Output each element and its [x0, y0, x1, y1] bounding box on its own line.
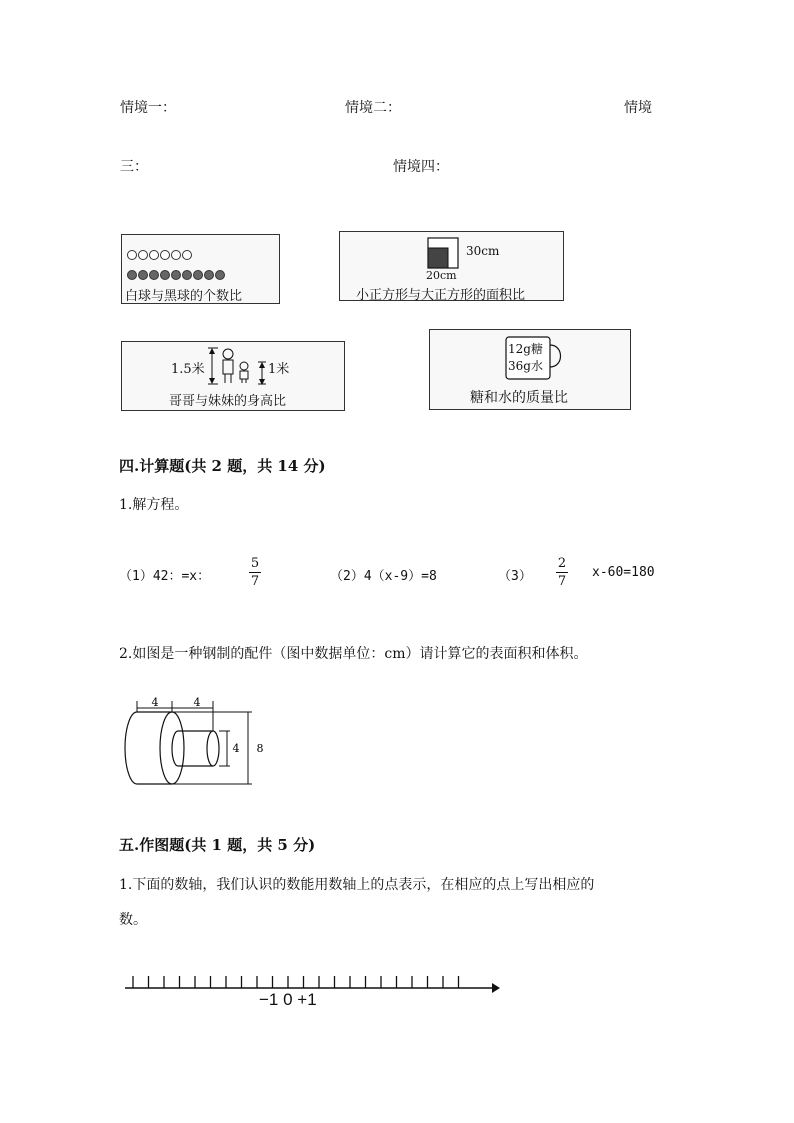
black-ball [172, 271, 181, 280]
black-ball [194, 271, 203, 280]
card-mug-caption: 糖和水的质量比 [470, 390, 568, 406]
steel-part-figure [120, 696, 280, 796]
balls-figure [124, 245, 279, 289]
white-ball [172, 251, 181, 260]
black-ball [205, 271, 214, 280]
situation-3-label-b: 三： [120, 159, 148, 175]
white-ball [128, 251, 137, 260]
white-ball [150, 251, 159, 260]
equation-3-fraction [554, 556, 570, 589]
sugar-label: 12g糖 [508, 342, 543, 356]
equation-1: （1）42：=x： [119, 569, 211, 584]
card-heights-caption: 哥哥与妹妹的身高比 [169, 394, 287, 409]
water-label: 36g水 [508, 359, 543, 373]
section-5-title: 五.作图题(共 1 题，共 5 分) [119, 836, 316, 854]
situation-2-label: 情境二： [345, 100, 401, 116]
length-label-2: 4 [193, 696, 201, 709]
length-label-1: 4 [151, 696, 159, 709]
sister-height-label: 1米 [268, 362, 290, 377]
card-squares [339, 231, 564, 301]
card-mug [429, 329, 631, 410]
brother-height-label: 1.5米 [171, 362, 205, 377]
big-diameter-label: 8 [256, 742, 264, 755]
sister-icon [240, 362, 248, 370]
white-ball [161, 251, 170, 260]
equation-2: （2）4（x-9）=8 [330, 569, 437, 584]
small-square [428, 248, 448, 268]
black-ball [216, 271, 225, 280]
equation-3-suffix: x-60=180 [592, 565, 655, 580]
brother-icon [223, 349, 233, 359]
card-balls-caption: 白球与黑球的个数比 [125, 289, 243, 304]
equation-1-fraction [247, 556, 263, 589]
number-line-arrow [492, 983, 500, 993]
fraction-numerator: 5 [250, 556, 260, 571]
black-ball [150, 271, 159, 280]
fraction-denominator: 7 [250, 574, 260, 589]
situation-1-label: 情境一： [120, 100, 176, 116]
fraction-denominator: 7 [557, 574, 567, 589]
fraction-numerator: 2 [557, 556, 567, 571]
question-4-1: 1.解方程。 [119, 497, 189, 513]
black-ball [139, 271, 148, 280]
black-ball [128, 271, 137, 280]
black-ball [161, 271, 170, 280]
small-diameter-label: 4 [232, 742, 240, 755]
situation-3-label-a: 情境 [624, 100, 652, 116]
card-squares-caption: 小正方形与大正方形的面积比 [356, 288, 526, 303]
number-line-labels: −1 0 +1 [259, 990, 317, 1009]
white-ball [183, 251, 192, 260]
question-5-1-line-2: 数。 [119, 912, 147, 928]
white-ball [139, 251, 148, 260]
card-heights [121, 341, 345, 411]
situation-4-label: 情境四： [393, 159, 449, 175]
card-balls [121, 234, 280, 304]
section-4-title: 四.计算题(共 2 题，共 14 分) [119, 457, 326, 475]
black-ball [183, 271, 192, 280]
small-square-label: 20cm [426, 269, 457, 282]
question-4-2: 2.如图是一种钢制的配件（图中数据单位：cm）请计算它的表面积和体积。 [119, 646, 588, 662]
equation-3-prefix: （3） [498, 569, 532, 584]
big-square-label: 30cm [466, 244, 500, 258]
question-5-1-line-1: 1.下面的数轴，我们认识的数能用数轴上的点表示，在相应的点上写出相应的 [119, 877, 595, 893]
